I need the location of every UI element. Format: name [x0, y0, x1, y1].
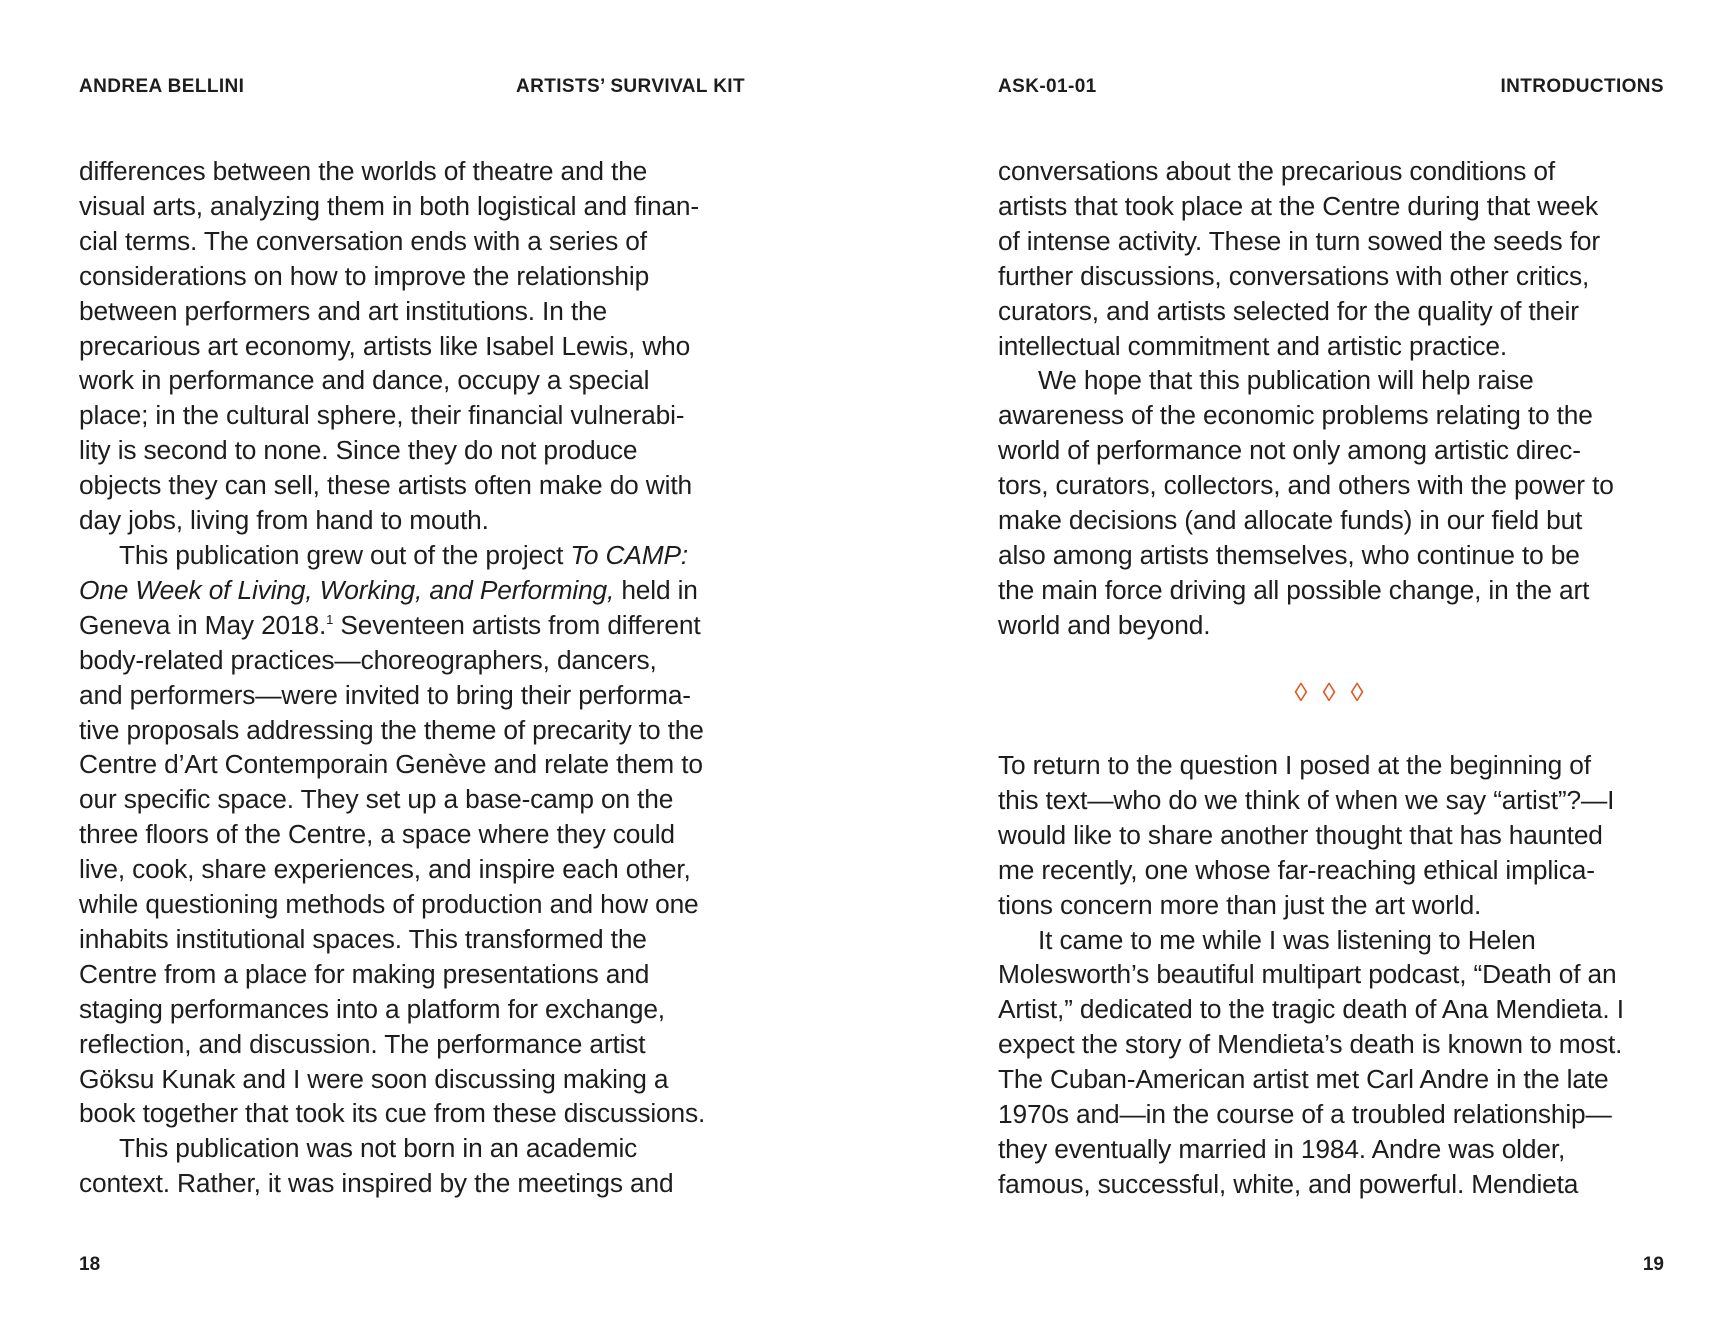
- text-line: me recently, one whose far-reaching ethical implica-: [998, 854, 1595, 885]
- page-number: 18: [79, 1254, 101, 1275]
- text-line: further discussions, conversations with other critics,: [998, 260, 1590, 291]
- text-line: tors, curators, collectors, and others with the power to: [998, 470, 1614, 501]
- text-line: tions concern more than just the art world.: [998, 889, 1482, 920]
- text-line: our specific space. They set up a base-camp on the: [79, 784, 674, 815]
- header-book-title: ARTISTS’ SURVIVAL KIT: [515, 76, 745, 97]
- text-line: context. Rather, it was inspired by the meetings and: [79, 1168, 674, 1199]
- text-line: tive proposals addressing the theme of precarity to the: [79, 714, 704, 745]
- right-page: [998, 0, 1664, 1338]
- text-run: held in: [621, 574, 698, 605]
- text-line: book together that took its cue from these discussions.: [79, 1098, 706, 1129]
- header-section: INTRODUCTIONS: [1500, 76, 1664, 97]
- text-line: make decisions (and allocate funds) in our field but: [998, 505, 1583, 536]
- text-line: To return to the question I posed at the beginning of: [998, 750, 1591, 780]
- text-line: of intense activity. These in turn sowed the seeds for: [998, 225, 1600, 256]
- footnote-marker[interactable]: 1: [326, 612, 334, 628]
- text-line: awareness of the economic problems relating to the: [998, 400, 1593, 431]
- italic-title-run: One Week of Living, Working, and Performing,: [79, 574, 615, 605]
- text-line: Molesworth’s beautiful multipart podcast, “Death of an: [998, 959, 1617, 990]
- text-line: between performers and art institutions. In the: [79, 295, 607, 326]
- text-line: work in performance and dance, occupy a special: [79, 365, 650, 396]
- right-body-text-upper: [998, 154, 1664, 643]
- italic-title-run: To CAMP:: [570, 539, 689, 570]
- text-line: lity is second to none. Since they do not produce: [79, 435, 638, 466]
- text-line: world of performance not only among artistic direc-: [998, 435, 1581, 466]
- text-line: [79, 538, 745, 573]
- text-line: differences between the worlds of theatre and the: [79, 156, 648, 186]
- text-line: This publication was not born in an academic: [119, 1133, 638, 1164]
- text-line: place; in the cultural sphere, their financial vulnerabi-: [79, 400, 685, 431]
- left-page: [79, 0, 745, 1338]
- text-line: The Cuban-American artist met Carl Andre in the late: [998, 1064, 1609, 1095]
- page-number: 19: [1642, 1254, 1664, 1275]
- text-line: world and beyond.: [998, 609, 1211, 640]
- text-line: they eventually married in 1984. Andre was older,: [998, 1133, 1566, 1164]
- text-line: live, cook, share experiences, and inspire each other,: [79, 854, 691, 885]
- left-body-text: [79, 154, 745, 1201]
- text-line: visual arts, analyzing them in both logistical and finan-: [79, 190, 699, 221]
- text-line: famous, successful, white, and powerful. Mendieta: [998, 1168, 1579, 1199]
- text-line: [79, 573, 745, 608]
- text-line: day jobs, living from hand to mouth.: [79, 505, 489, 536]
- text-line: [79, 608, 745, 643]
- text-line: body-related practices—choreographers, dancers,: [79, 644, 657, 675]
- text-line: this text—who do we think of when we say “artist”?—I: [998, 784, 1615, 815]
- text-run: This publication grew out of the project: [119, 539, 564, 570]
- text-line: curators, and artists selected for the quality of their: [998, 295, 1579, 326]
- text-line: expect the story of Mendieta’s death is known to most.: [998, 1029, 1623, 1060]
- text-line: objects they can sell, these artists often make do with: [79, 470, 692, 501]
- header-author: ANDREA BELLINI: [79, 76, 245, 97]
- text-line: It came to me while I was listening to Helen: [1038, 924, 1536, 955]
- text-line: considerations on how to improve the relationship: [79, 260, 650, 291]
- text-line: 1970s and—in the course of a troubled relationship—: [998, 1099, 1612, 1130]
- text-line: inhabits institutional spaces. This transformed the: [79, 923, 647, 954]
- right-body-text-lower: [998, 748, 1664, 1202]
- left-running-head: [79, 76, 745, 98]
- text-line: would like to share another thought that has haunted: [998, 819, 1603, 850]
- text-line: artists that took place at the Centre during that week: [998, 190, 1598, 221]
- text-line: intellectual commitment and artistic practice.: [998, 330, 1508, 361]
- text-line: conversations about the precarious conditions of: [998, 156, 1556, 186]
- text-line: cial terms. The conversation ends with a series of: [79, 225, 647, 256]
- text-run: Seventeen artists from different: [340, 609, 701, 640]
- text-line: Göksu Kunak and I were soon discussing making a: [79, 1063, 669, 1094]
- text-line: Artist,” dedicated to the tragic death of Ana Mendieta. I: [998, 994, 1624, 1025]
- right-running-head: [998, 76, 1664, 98]
- text-line: Centre d’Art Contemporain Genève and relate them to: [79, 749, 703, 780]
- section-break-ornament: ◊ ◊ ◊: [1294, 677, 1368, 707]
- header-code: ASK-01-01: [998, 76, 1097, 97]
- text-run: Geneva in May 2018.: [79, 609, 327, 640]
- text-line: the main force driving all possible change, in the art: [998, 574, 1590, 605]
- text-line: while questioning methods of production and how one: [79, 889, 699, 920]
- text-line: reflection, and discussion. The performance artist: [79, 1028, 646, 1059]
- text-line: staging performances into a platform for exchange,: [79, 993, 665, 1024]
- text-line: We hope that this publication will help raise: [1038, 365, 1534, 396]
- text-line: and performers—were invited to bring their performa-: [79, 679, 691, 710]
- text-line: also among artists themselves, who continue to be: [998, 539, 1580, 570]
- text-line: Centre from a place for making presentations and: [79, 958, 650, 989]
- text-line: precarious art economy, artists like Isabel Lewis, who: [79, 330, 691, 361]
- text-line: three floors of the Centre, a space where they could: [79, 819, 675, 850]
